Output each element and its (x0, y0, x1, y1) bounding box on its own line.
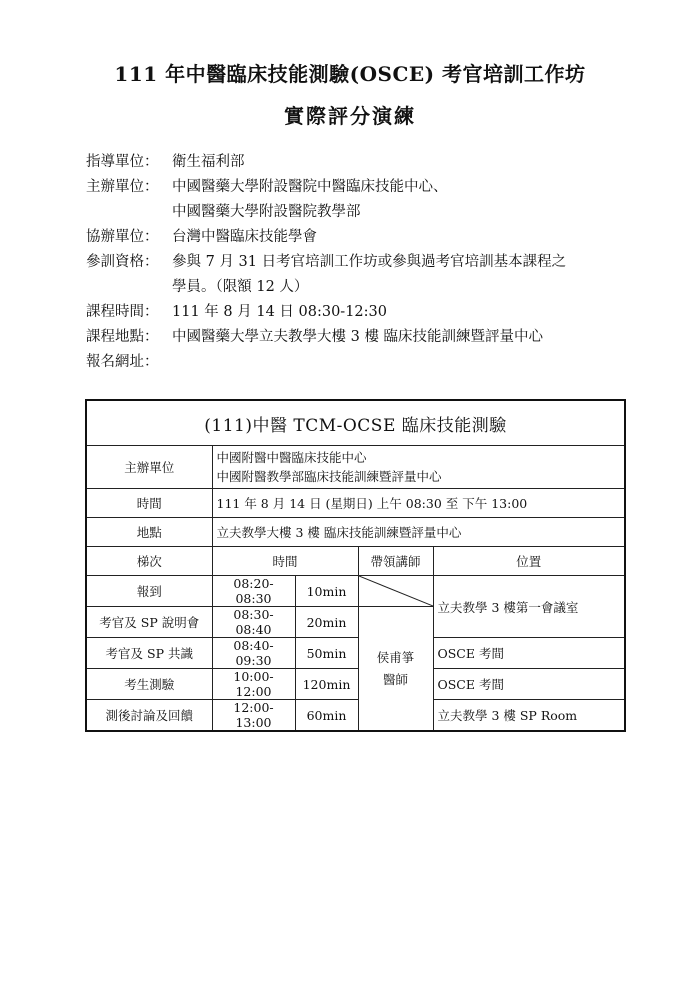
place-header: 地點 (86, 518, 212, 547)
info-row-host (86, 175, 646, 200)
time-range-cell: 08:30-08:40 (212, 607, 295, 638)
table-row (86, 669, 625, 700)
table-time-row (86, 489, 625, 518)
info-row-eligibility (86, 250, 646, 275)
duration-cell: 10min (295, 576, 358, 607)
time-column-header: 時間 (212, 547, 358, 576)
instructor-column-header: 帶領講師 (358, 547, 433, 576)
location-cell: OSCE 考間 (433, 669, 625, 700)
signup-url-label: 報名網址： (86, 354, 159, 370)
host-line-2: 中國附醫教學部臨床技能訓練暨評量中心 (216, 469, 442, 484)
time-range-cell: 12:00-13:00 (212, 700, 295, 732)
host-line-1: 中國附醫中醫臨床技能中心 (216, 450, 367, 465)
duration-cell: 20min (295, 607, 358, 638)
eligibility-value-2: 學員。（限額 12 人） (172, 279, 309, 295)
table-row (86, 638, 625, 669)
signup-url-value (172, 350, 646, 375)
session-cell: 測後討論及回饋 (86, 700, 212, 732)
course-time-label: 課程時間： (86, 304, 159, 320)
document-subtitle: 實際評分演練 (284, 104, 416, 128)
duration-cell: 50min (295, 638, 358, 669)
info-row-guide (86, 150, 646, 175)
location-cell: 立夫教學 3 樓第一會議室 (433, 576, 625, 638)
host-value-2: 中國醫藥大學附設醫院教學部 (172, 204, 361, 220)
session-column-header: 梯次 (86, 547, 212, 576)
time-range-cell: 08:20-08:30 (212, 576, 295, 607)
location-cell: 立夫教學 3 樓 SP Room (433, 700, 625, 732)
table-row (86, 700, 625, 732)
session-cell: 考官及 SP 說明會 (86, 607, 212, 638)
course-time-value: 111 年 8 月 14 日 08:30-12:30 (172, 304, 387, 320)
location-column-header: 位置 (433, 547, 625, 576)
host-label: 主辦單位： (86, 179, 159, 195)
guide-value: 衛生福利部 (172, 154, 245, 170)
eligibility-value-1: 參與 7 月 31 日考官培訓工作坊或參與過考官培訓基本課程之 (172, 254, 567, 270)
session-cell: 考官及 SP 共識 (86, 638, 212, 669)
table-row (86, 576, 625, 607)
info-row-eligibility-cont (86, 275, 646, 300)
instructor-cell (358, 607, 433, 732)
table-title: (111)中醫 TCM-OCSE 臨床技能測驗 (86, 400, 625, 446)
course-place-value: 中國醫藥大學立夫教學大樓 3 樓 臨床技能訓練暨評量中心 (172, 329, 544, 345)
course-place-label: 課程地點： (86, 329, 159, 345)
event-info (86, 150, 646, 375)
host-header: 主辦單位 (86, 446, 212, 489)
document-title: 111 年中醫臨床技能測驗(OSCE) 考官培訓工作坊 (114, 62, 586, 86)
co-value: 台灣中醫臨床技能學會 (172, 229, 317, 245)
co-label: 協辦單位： (86, 229, 159, 245)
time-range-cell: 10:00-12:00 (212, 669, 295, 700)
session-cell: 報到 (86, 576, 212, 607)
duration-cell: 120min (295, 669, 358, 700)
diagonal-empty-cell (358, 576, 433, 607)
info-row-host-cont (86, 200, 646, 225)
schedule-table (85, 399, 626, 732)
time-header: 時間 (86, 489, 212, 518)
table-place-row (86, 518, 625, 547)
info-row-co (86, 225, 646, 250)
time-range-cell: 08:40-09:30 (212, 638, 295, 669)
location-cell: OSCE 考間 (433, 638, 625, 669)
eligibility-label: 參訓資格： (86, 254, 159, 270)
host-value-1: 中國醫藥大學附設醫院中醫臨床技能中心、 (172, 179, 448, 195)
info-row-place (86, 325, 646, 350)
host-cell (212, 446, 625, 489)
duration-cell: 60min (295, 700, 358, 732)
info-row-time (86, 300, 646, 325)
table-host-row (86, 446, 625, 489)
diagonal-line (359, 576, 433, 606)
table-title-row (86, 400, 625, 446)
place-value: 立夫教學大樓 3 樓 臨床技能訓練暨評量中心 (212, 518, 625, 547)
info-row-signup (86, 350, 646, 375)
guide-label: 指導單位： (86, 154, 159, 170)
session-cell: 考生測驗 (86, 669, 212, 700)
time-value: 111 年 8 月 14 日 (星期日) 上午 08:30 至 下午 13:00 (212, 489, 625, 518)
table-header-row (86, 547, 625, 576)
instructor-name: 侯甫箏 (376, 649, 415, 665)
instructor-title: 醫師 (382, 671, 408, 687)
